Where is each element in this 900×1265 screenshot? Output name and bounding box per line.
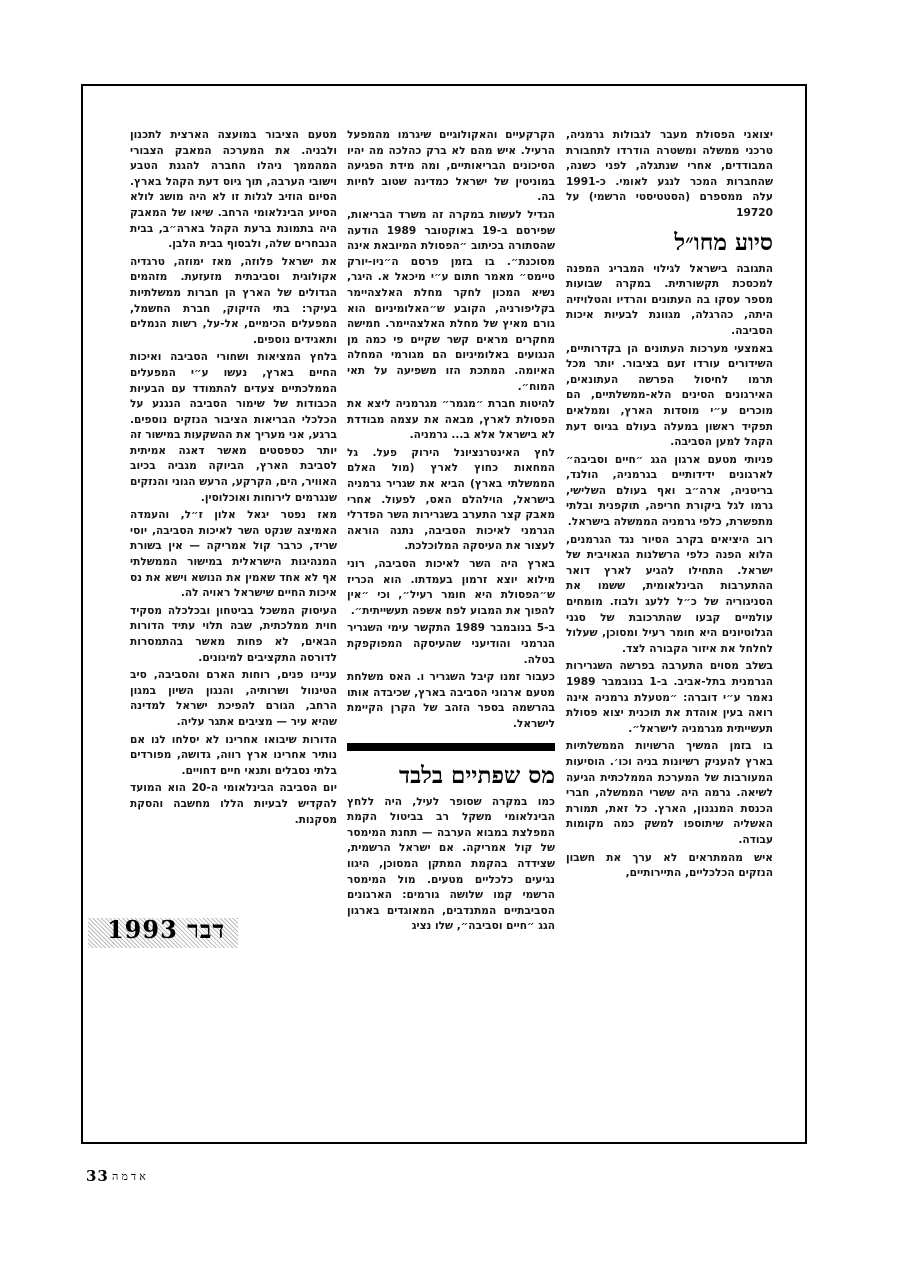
paragraph: כעבור זמנו קיבל השגריר ו. האס משלחת מטעם ארגוני הסביבה בארץ, שכיבדה אותו בהרשמה בספר הזהב של הקרן הקיימת לישראל. (347, 671, 555, 730)
section-divider (347, 743, 555, 751)
paragraph: כמו במקרה שסופר לעיל, היה ללחץ הבינלאומי משקל רב בביטול הקמת המפלצת במבוא הערבה — תחנת המימסר של קול אמריקה. אם ישראל הרשמית, שצידדה בהקמת המתקן המסוכן, היגוו נגיעים כלכליים מטעים. מול המימסר הרשמי קמו שלושה גורמים: הארגונים הסביבתיים המתנדבים, המאוגדים בארגון הגג ״חיים וסביבה״, שלו נציג (347, 795, 555, 933)
paragraph: העיסוק המשכל בביטחון ובכלכלה מסקיד חוית ממלכתית, שבה תלוי עתיד הדורות הבאים, לא פחות מאשר בהתמסרות לדורסה התקציבים למיגונים. (130, 604, 337, 664)
paragraph: הגדיל לעשות במקרה זה משרד הבריאות, שפירסם ב-19 באוקטובר 1989 הודעה שהסתורה בכיתוב ״הפסולת המיובאת אינה מסוכנת״. בו בזמן פרסם ה״ניו-יורק טיימס״ מאמר חתום ע״י מיכאל א. היגר, נשיא המכון לחקר מחלת האלצהיימר בקליפורניה, הקובע ש״האלומיניום הוא גורם מאיץ של מחלת האלצהיימר. חמישה מחקרים מראים קשר שקיים פי כמה מן הנגועים באלומיניום הם מגורמי המחלה האיומה. המתכת הזו משפיעה על תאי המוח״. (347, 208, 556, 393)
paragraph: מאז נפטר יגאל אלון ז״ל, והעמדה האמיצה שנקט השר לאיכות הסביבה, יוסי שריד, כרבר קול אמריקה — אין בשורת המנהיגות הישראלית במישור הממשלתי אף לא אחד שאמין את הנושא וישא את נס איכות החיים שישראל ראויה לה. (130, 509, 337, 600)
section-heading: מס שפתיים בלבד (399, 761, 555, 789)
paragraph: איש מהמתראים לא ערך את חשבון הנזקים הכלכליים, התיירותיים, (566, 851, 773, 880)
section-heading: סיוע מחו״ל (674, 228, 773, 256)
article-column-middle (347, 128, 556, 933)
article-column-left (130, 128, 337, 876)
paragraph: את ישראל פלוזה, מאז ימוזה, טרגדיה אקולוגית וסביבתית מזעזעת. מזהמים הגדולים של הארץ הן חברות ממשלתיות בעיקר: בתי הזיקוק, חברת החשמל, המפעלים הכימיים, אל-על, רשות הנמלים ותאגידים נוספים. (130, 255, 337, 346)
paragraph: בארץ היה השר לאיכות הסביבה, רוני מילוא יוצא זרמון בעמדתו. הוא הכריז ש״הפסולת היא חומר רעיל״, וכי ״אין להפוך את המבוע לפח אשפה תעשייתית״. (347, 558, 555, 617)
paragraph: הקרקעיים והאקולוגיים שיגרמו מהמפעל הרעיל. איש מהם לא ברק כהלכה מה יהיו הסיכונים הבריאותיים, ומה מידת הפגיעה במוניטין של ישראל כמדינה שטוב לחיות בה. (347, 129, 555, 204)
paragraph: מטעם הציבור במועצה הארצית לתכנון ולבניה. את המערכה המאבק הצבורי המהממך ניהלו החברה להגנת הטבע וישובי הערבה, תוך גיוס דעת הקהל בארץ. הסיום הוזיב לגלות זו לא היה מושג לולא הסיוע הבינלאומי הרחב. שיאו של המאבק היה בתמונת ברעת הקהל בארה״ב, בבית הנבחרים שלה, ולבסוף בבית הלבן. (130, 129, 337, 251)
paragraph: ב-5 בנובמבר 1989 התקשר עימי השגריר הגרמני והודיעני שהעיסקה המפוקפקת בטלה. (347, 622, 555, 666)
paragraph: בשלב מסוים התערבה בפרשה השגרירות הגרמנית בתל-אביב. ב-1 בנובמבר 1989 נאמר ע״י דוברה: ״מטעלת גרמניה אינה רואה בעין אוהדת את תוכנית יצוא פסולת תעשייתית מגרמניה לישראל״. (566, 660, 773, 735)
statistic-value: 19720 (736, 206, 773, 219)
paragraph: פניותי מטעם ארגון הגג ״חיים וסביבה״ לארגונים ידידותיים בגרמניה, הולנד, בריטניה, ארה״ב ואף בעולם השלישי, גרמו לגל ביקורת חריפה, תוקפנית ובלתי מתפשרת, כלפי גרמניה הממשלה בישראל. (566, 453, 773, 529)
article-column-right (566, 128, 773, 903)
paragraph: עניינו פנים, רוחות הארם והסביבה, סיב הטינוול ושרותיה, והנגון השיון במגון הרחב, הגורם להפיכת ישראל למדינה שהיא עיר — מציבים אתגר עליה. (130, 669, 337, 728)
paragraph: בלחץ המציאות ושחורי הסביבה ואיכות החיים בארץ, נעשו ע״י המפעלים הממלכתיים צעדים להתמודד עם הבעיות הכבודות של שימור הסביבה הנגנע על הכלכלי הבריאות הציבור הנזקים נוספים. ברגע, אני מעריך את ההשקעות במישור זה יותר כספסטים מאשר דאגה אמיתית לסביבת הארץ, הביוקה מגביה בכיוב האוויר, הים, הקרקע, הרעש הגוני והנזקים שנגרמים לירוחות ואוכלוסין. (130, 351, 337, 504)
magazine-name: אדמה (112, 1170, 149, 1183)
page-number: 33 (86, 1167, 109, 1185)
paragraph: רוב היציאים בקרב הסיור נגד הגרמנים, הלוא הפנה כלפי הרשלנות הגאויבית של ישראל. התחילו להגיע לארץ דואר ההתערבות הבינלאומית, ששמו את הסניגוריה של כ״ל ללעג ולבוז. מומחים עולמיים קבעו שהתרכובת של סגני הגלוטיונים היא חומר רעיל ומסוכן, שעלול לחלחל את איזור הקבורה לצד. (566, 533, 773, 655)
paragraph: לחץ האינטרנציונל הירוק פעל. גל המחאות כחוץ לארץ (מול האלם הממשלתי בארץ) הביא את שגריר גרמניה בישראל, הוילהלם האס, לפעול. אחרי מאבק קצר התערב בשגרירות השר הפדרלי הגרמני לאיכות הסביבה, נתנה הוראה לעצור את העיסקה המלוכלכת. (347, 446, 555, 553)
paragraph: יצואני הפסולת מעבר לגבולות גרמניה, טרכני ממשלה ומשטרה הודרדו לתחבורת המבודדים, אחרי שנתגלה, לפני כשנה, שהחברות המכר לנגע לאומי. כ-1991 עלה ממספרם (הסטטיסטי הרשמי) על 19720 (566, 129, 773, 219)
paragraph: להיטות חברת ״מגמר״ מגרמניה ליצא את הפסולת לארץ, מבאה את עצמה מבודדת לא בישראל אלא ב... גרמניה. (347, 398, 555, 442)
publication-title: דבר 1993 (106, 915, 226, 944)
paragraph: בו בזמן המשיך הרשויות הממשלתיות בארץ להעניק רשיונות בניה וכו׳. הוסיעות המעורבות של המערכת הממלכתית הגיעה לשיאה. גרמה היה ששרי הממשלה, חברי הכנסת המנגנון, הארץ. כל זאת, תמורת האשליה שיתוספו למשק כמה מקומות עבודה. (566, 740, 773, 846)
paragraph: יום הסביבה הבינלאומי ה-20 הוא המועד להקדיש לבעיות הללו מחשבה והסקת מסקנות. (130, 782, 337, 826)
paragraph: הדורות שיבואו אחרינו לא יסלחו לנו אם נותיר אחרינו ארץ רווה, גדושה, מפורדים בלתי נסבלים ותנאי חיים דחויים. (130, 733, 337, 777)
paragraph: התגובה בישראל לגילוי המבריג המפנה למכסכת תקשורתית. במקרה שבועות מספר עסקו בה העתונים והרדיו והטלויזיה היתה, כהרגלה, מגוונת לבעיות איכות הסביבה. (566, 262, 773, 337)
paragraph: באמצעי מערכות העתונים הן בקדרותיים, השידורים עורדו זעם בציבור. יותר מכל תרמו לחיסול הפרשה העתונאים, האירגונים הסינים הלא-ממשלתיים, הם מוכרים ע״י מוסדות הארץ, וממלאים תפקיד ראשון במעלה בעולם בגיוס דעת הקהל למען הסביבה. (566, 342, 773, 449)
